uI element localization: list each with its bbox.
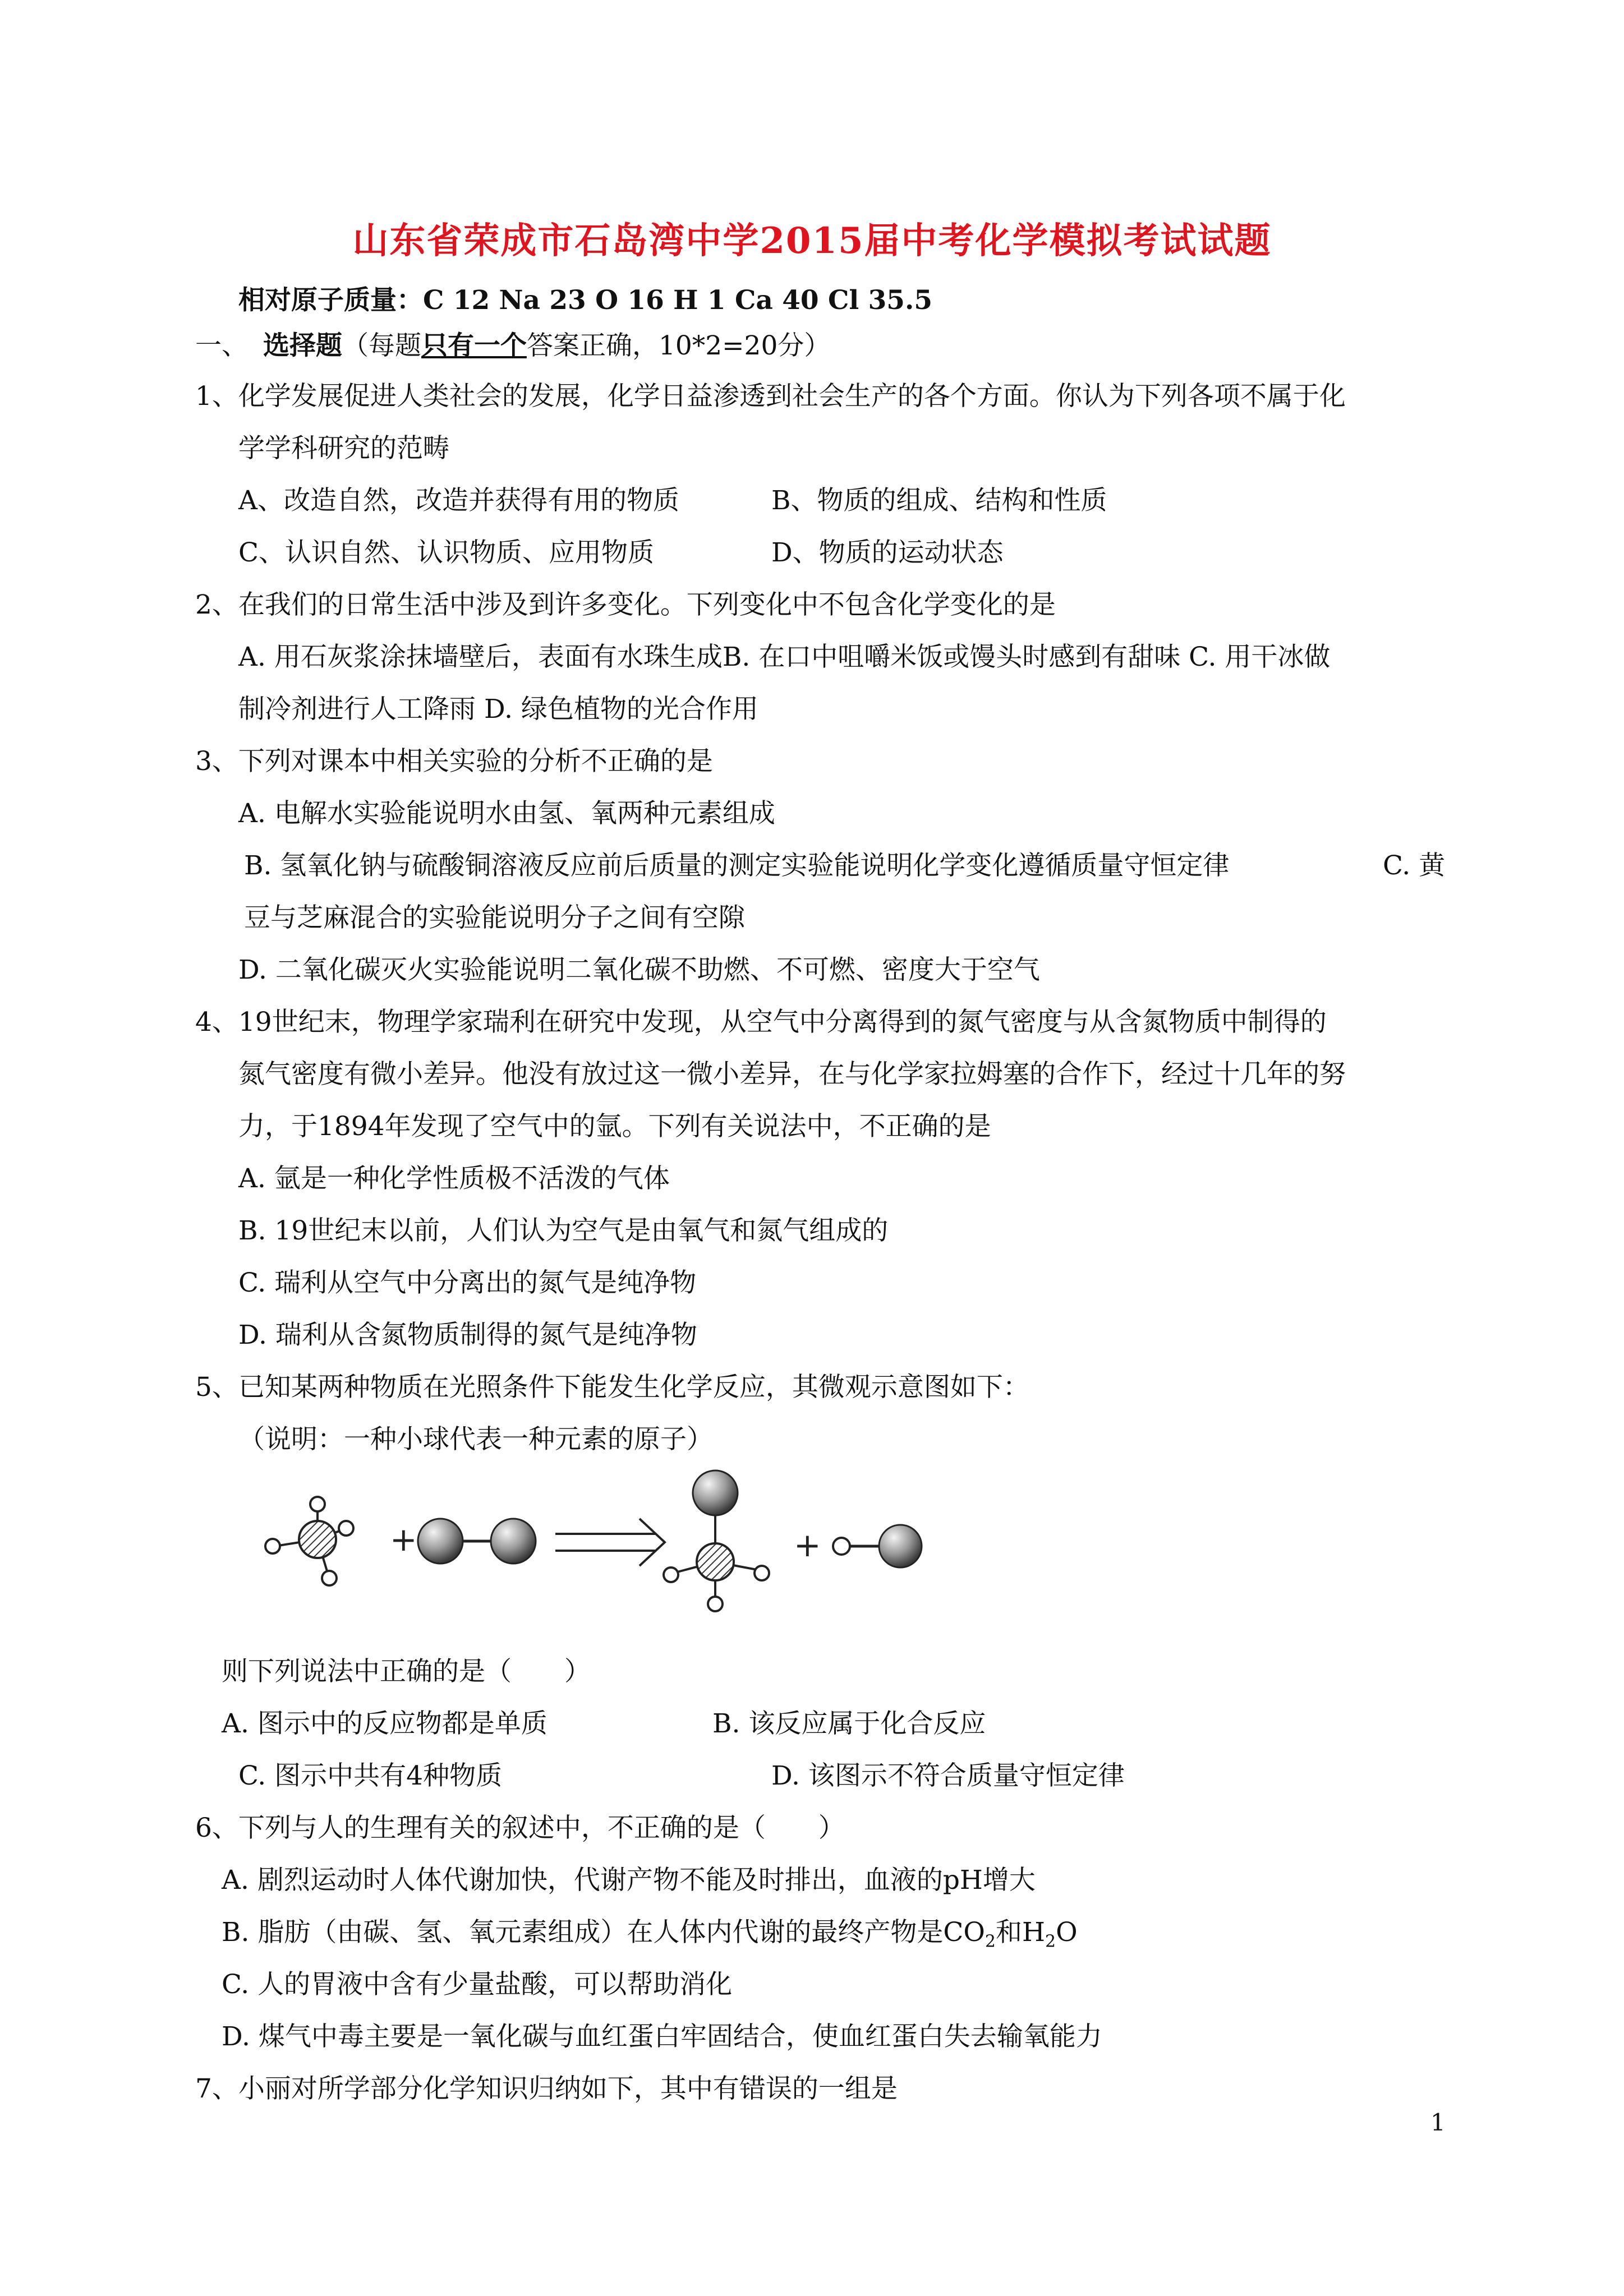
reaction-arrow-icon <box>555 1519 665 1566</box>
q1-option-d: D、物质的运动状态 <box>771 537 1004 568</box>
q2-options-line1: A. 用石灰浆涂抹墙壁后，表面有水珠生成B. 在口中咀嚼米饭或馒头时感到有甜味 C. 用干冰做 <box>238 642 1331 672</box>
page-title: 山东省荣成市石岛湾中学2015届中考化学模拟考试试题 <box>352 220 1272 262</box>
q3-stem: 3、下列对课本中相关实验的分析不正确的是 <box>195 746 713 777</box>
q6-option-b <box>222 1916 1078 1958</box>
q5-option-a: A. 图示中的反应物都是单质 <box>222 1708 548 1739</box>
product-molecule-1 <box>664 1470 769 1611</box>
section-note-c: 答案正确，10*2=20分） <box>526 330 831 361</box>
q5-note: （说明：一种小球代表一种元素的原子） <box>238 1424 713 1455</box>
q3-option-c-head: C. 黄 <box>1383 850 1446 881</box>
q4-stem-line2: 氮气密度有微小差异。他没有放过这一微小差异，在与化学家拉姆塞的合作下，经过十几年的努 <box>238 1059 1346 1090</box>
q1-option-a: A、改造自然，改造并获得有用的物质 <box>238 485 679 516</box>
q4-option-a: A. 氩是一种化学性质极不活泼的气体 <box>238 1163 670 1194</box>
q1-option-b: B、物质的组成、结构和性质 <box>771 485 1107 516</box>
q1-stem-line2: 学学科研究的范畴 <box>238 433 449 464</box>
reactant-molecule-1 <box>265 1497 353 1585</box>
q7-stem: 7、小丽对所学部分化学知识归纳如下，其中有错误的一组是 <box>195 2073 898 2104</box>
reaction-diagram <box>258 1469 959 1643</box>
section-note-emphasis: 只有一个 <box>421 330 527 361</box>
q4-stem-line1: 4、19世纪末，物理学家瑞利在研究中发现，从空气中分离得到的氮气密度与从含氮物质中制得的 <box>195 1007 1327 1038</box>
q1-option-c: C、认识自然、认识物质、应用物质 <box>238 537 654 568</box>
q5-option-d: D. 该图示不符合质量守恒定律 <box>771 1760 1125 1791</box>
atomic-mass-line <box>238 284 932 317</box>
q6-option-a: A. 剧烈运动时人体代谢加快，代谢产物不能及时排出，血液的pH增大 <box>222 1865 1036 1896</box>
q3-option-c-tail: 豆与芝麻混合的实验能说明分子之间有空隙 <box>244 902 745 933</box>
q3-option-d: D. 二氧化碳灭火实验能说明二氧化碳不助燃、不可燃、密度大于空气 <box>238 955 1040 985</box>
q6-option-c: C. 人的胃液中含有少量盐酸，可以帮助消化 <box>222 1969 733 2000</box>
plus-sign-2: + <box>794 1526 821 1564</box>
h2o-subscript: 2 <box>1045 1931 1056 1952</box>
reactant-molecule-2 <box>418 1519 536 1564</box>
q6-option-b-text: B. 脂肪（由碳、氢、氧元素组成）在人体内代谢的最终产物是CO <box>222 1917 985 1948</box>
q3-option-b: B. 氢氧化钠与硫酸铜溶液反应前后质量的测定实验能说明化学变化遵循质量守恒定律 <box>244 850 1230 881</box>
q6-option-b-end: O <box>1056 1917 1078 1948</box>
q6-option-d: D. 煤气中毒主要是一氧化碳与血红蛋白牢固结合，使血红蛋白失去输氧能力 <box>222 2021 1102 2052</box>
q3-option-a: A. 电解水实验能说明水由氢、氧两种元素组成 <box>238 798 775 829</box>
q4-option-c: C. 瑞利从空气中分离出的氮气是纯净物 <box>238 1267 697 1298</box>
plus-sign-1: + <box>390 1520 417 1559</box>
q2-options-line2: 制冷剂进行人工降雨 D. 绿色植物的光合作用 <box>238 694 758 725</box>
q6-option-b-mid: 和H <box>996 1917 1046 1948</box>
atomic-mass-values: C 12 Na 23 O 16 H 1 Ca 40 Cl 35.5 <box>423 285 933 316</box>
q5-ask: 则下列说法中正确的是（ ） <box>222 1656 591 1687</box>
page-number: 1 <box>1430 2109 1446 2136</box>
q4-stem-line3: 力，于1894年发现了空气中的氩。下列有关说法中，不正确的是 <box>238 1111 991 1142</box>
q6-stem: 6、下列与人的生理有关的叙述中，不正确的是（ ） <box>195 1813 845 1843</box>
co2-subscript: 2 <box>984 1931 996 1952</box>
section-note-a: （每题 <box>342 330 421 361</box>
q5-option-b: B. 该反应属于化合反应 <box>712 1708 986 1739</box>
q4-option-d: D. 瑞利从含氮物质制得的氮气是纯净物 <box>238 1320 697 1350</box>
q2-stem: 2、在我们的日常生活中涉及到许多变化。下列变化中不包含化学变化的是 <box>195 589 1056 620</box>
section-name: 选择题 <box>263 330 342 361</box>
q5-stem: 5、已知某两种物质在光照条件下能发生化学反应，其微观示意图如下： <box>195 1372 1029 1403</box>
section-number: 一、 <box>195 330 248 361</box>
atomic-mass-label: 相对原子质量： <box>238 285 423 316</box>
q5-option-c: C. 图示中共有4种物质 <box>238 1760 503 1791</box>
q1-stem-line1: 1、化学发展促进人类社会的发展，化学日益渗透到社会生产的各个方面。你认为下列各项不属于化 <box>195 381 1346 412</box>
product-molecule-2 <box>833 1525 922 1567</box>
q4-option-b: B. 19世纪末以前，人们认为空气是由氧气和氮气组成的 <box>238 1215 889 1246</box>
section-heading <box>195 329 830 363</box>
